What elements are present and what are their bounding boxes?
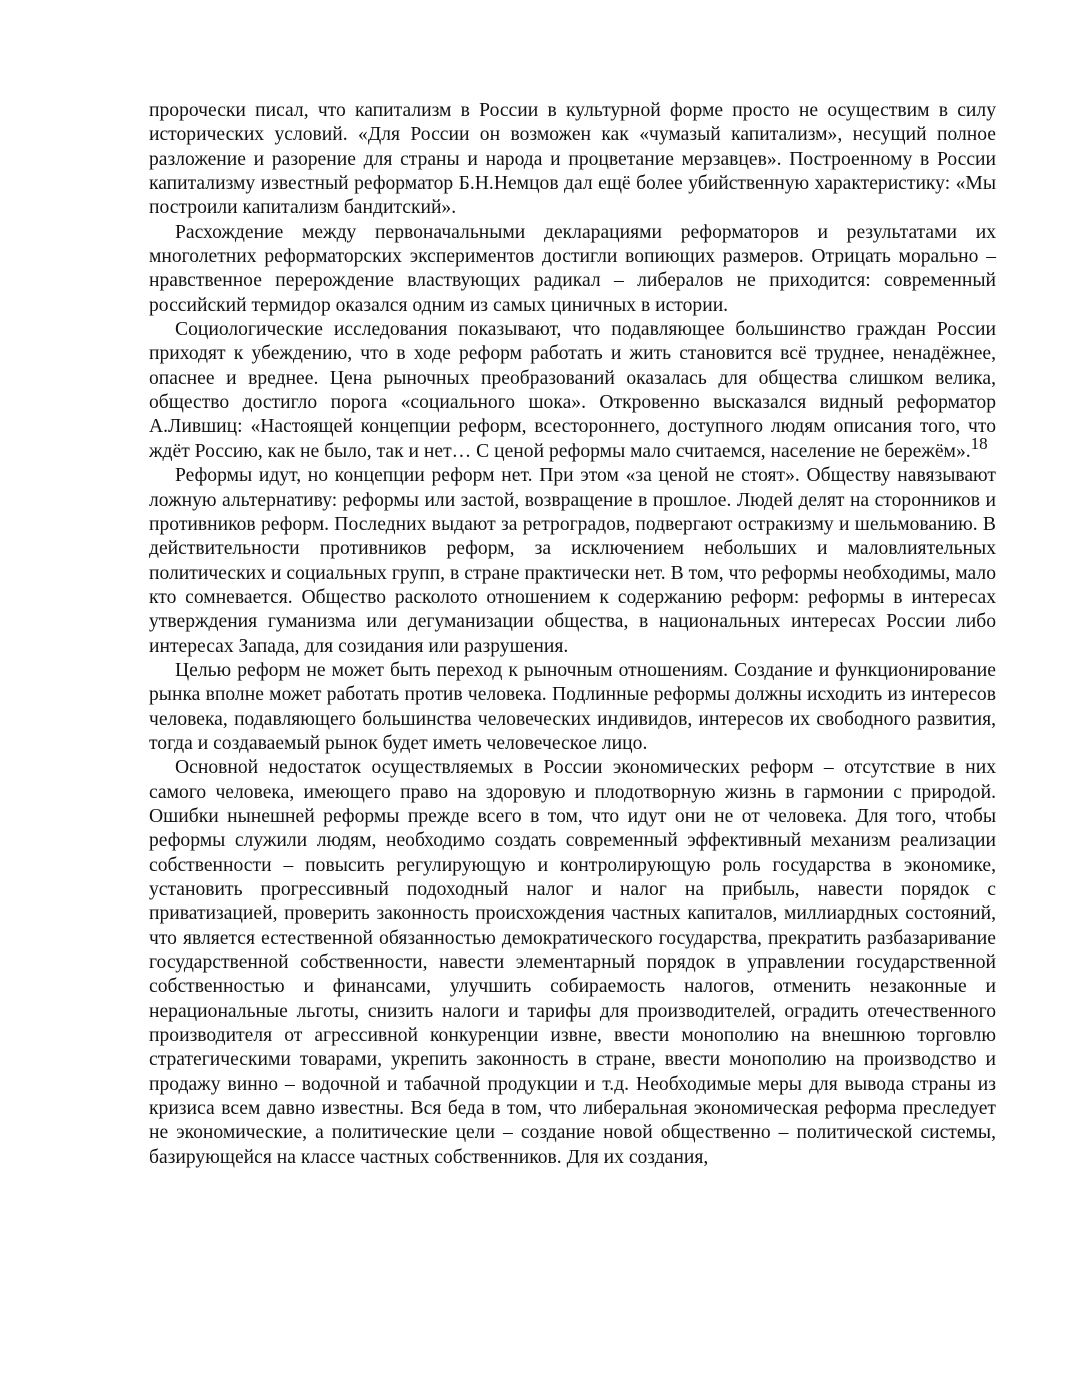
paragraph xyxy=(149,659,996,756)
paragraph xyxy=(149,221,996,318)
paragraph-text: Социологические исследования показывают, что подавляющее большинство граждан России приходят к убеждению, что в ходе реформ работать и жить становится всё труднее, ненадёжнее, опаснее и вреднее. Цена рыночных преобразований оказалась для общества слишком велика, общество достигло порога «социального шока». Откровенно высказался видный реформатор А.Лившиц: «Настоящей концепции реформ, всестороннего, доступного людям описания того, что ждёт Россию, как не было, так и нет… С ценой реформы мало считаемся, население не бережём». xyxy=(149,319,996,462)
paragraph-text: Целью реформ не может быть переход к рыночным отношениям. Создание и функционирование рынка вполне может работать против человека. Подлинные реформы должны исходить из интересов человека, подавляющего большинства человеческих индивидов, интересов их свободного развития, тогда и создаваемый рынок будет иметь человеческое лицо. xyxy=(149,659,996,754)
body-text xyxy=(149,99,996,1170)
paragraph xyxy=(149,99,996,221)
footnote-reference[interactable]: 18 xyxy=(970,433,988,453)
paragraph xyxy=(149,756,996,1170)
paragraph-text: пророчески писал, что капитализм в России в культурной форме просто не осуществим в силу исторических условий. «Для России он возможен как «чумазый капитализм», несущий полное разложение и разорение для страны и народа и процветание мерзавцев». Построенному в России капитализму известный реформатор Б.Н.Немцов дал ещё более убийственную характеристику: «Мы построили капитализм бандитский». xyxy=(149,100,996,219)
paragraph xyxy=(149,318,996,464)
paragraph-text: Основной недостаток осуществляемых в России экономических реформ – отсутствие в них самого человека, имеющего право на здоровую и плодотворную жизнь в гармонии с природой. Ошибки нынешней реформы прежде всего в том, что идут они не от человека. Для того, чтобы реформы служили людям, необходимо создать современный эффективный механизм реализации собственности – повысить регулирующую и контролирующую роль государства в экономике, установить прогрессивный подоходный налог и налог на прибыль, навести порядок с приватизацией, проверить законность происхождения частных капиталов, миллиардных состояний, что является естественной обязанностью демократического государства, прекратить разбазаривание государственной собственности, навести элементарный порядок в управлении государственной собственностью и финансами, улучшить собираемость налогов, отменить незаконные и нерациональные льготы, снизить налоги и тарифы для производителей, оградить отечественного производителя от агрессивной конкуренции извне, ввести монополию на внешнюю торговлю стратегическими товарами, укрепить законность в стране, ввести монополию на производство и продажу винно – водочной и табачной продукции и т.д. Необходимые меры для вывода страны из кризиса всем давно известны. Вся беда в том, что либеральная экономическая реформа преследует не экономические, а политические цели – создание новой общественно – политической системы, базирующейся на классе частных собственников. Для их создания, xyxy=(149,757,996,1168)
paragraph xyxy=(149,464,996,659)
paragraph-text: Расхождение между первоначальными декларациями реформаторов и результатами их многолетних реформаторских экспериментов достигли вопиющих размеров. Отрицать морально – нравственное перерождение властвующих радикал – либералов не приходится: современный российский термидор оказался одним из самых циничных в истории. xyxy=(149,221,996,316)
paragraph-text: Реформы идут, но концепции реформ нет. При этом «за ценой не стоят». Обществу навязывают ложную альтернативу: реформы или застой, возвращение в прошлое. Людей делят на сторонников и противников реформ. Последних выдают за ретроградов, подвергают остракизму и шельмованию. В действительности противников реформ, за исключением небольших и маловлиятельных политических и социальных групп, в стране практически нет. В том, что реформы необходимы, мало кто сомневается. Общество расколото отношением к содержанию реформ: реформы в интересах утверждения гуманизма или дегуманизации общества, в национальных интересах России либо интересах Запада, для созидания или разрушения. xyxy=(149,465,996,657)
